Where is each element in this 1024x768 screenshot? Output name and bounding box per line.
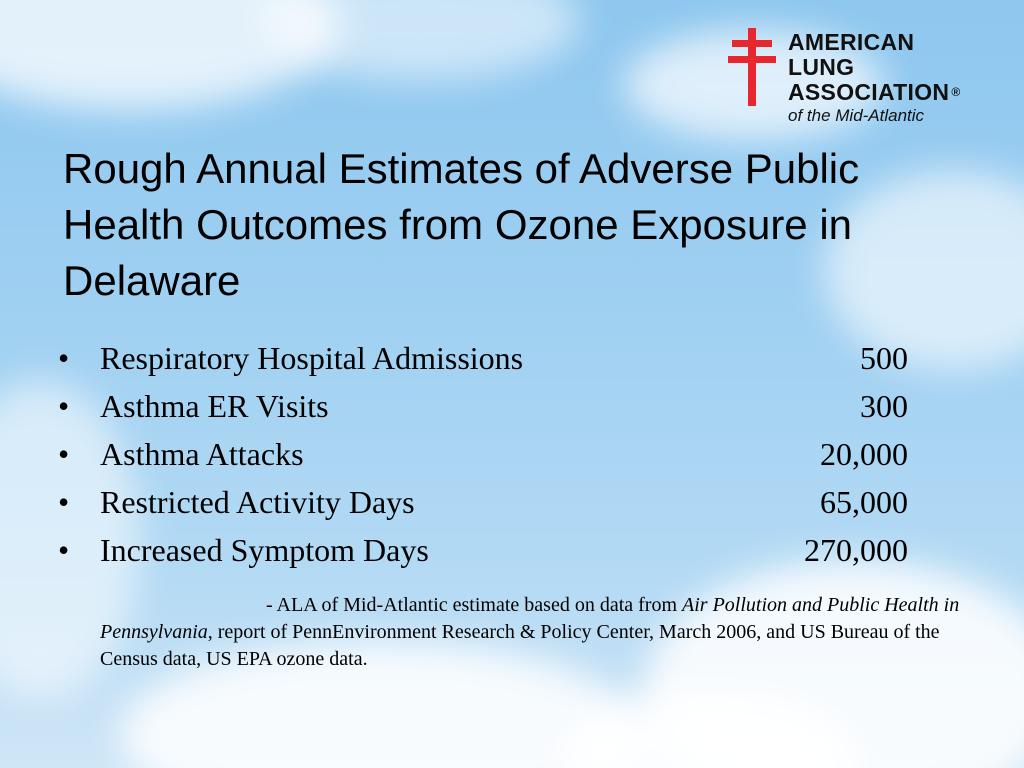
outcome-value: 65,000 bbox=[820, 484, 908, 520]
logo-line-2: LUNG bbox=[788, 54, 855, 80]
outcome-label: Increased Symptom Days bbox=[100, 532, 429, 568]
outcome-label: Restricted Activity Days bbox=[100, 484, 415, 520]
logo-line-1: AMERICAN bbox=[788, 29, 915, 55]
list-item bbox=[58, 388, 908, 436]
double-barred-cross-icon bbox=[728, 28, 776, 106]
outcome-value: 500 bbox=[860, 340, 908, 376]
outcome-value: 270,000 bbox=[804, 532, 908, 568]
list-item bbox=[58, 340, 908, 388]
outcome-label: Asthma Attacks bbox=[100, 436, 304, 472]
logo-association: ASSOCIATION bbox=[788, 79, 950, 105]
outcome-value: 300 bbox=[860, 388, 908, 424]
outcome-value: 20,000 bbox=[820, 436, 908, 472]
logo-wordmark bbox=[788, 30, 960, 127]
bullet-icon: • bbox=[58, 532, 70, 568]
outcome-list bbox=[58, 340, 908, 580]
outcome-label: Respiratory Hospital Admissions bbox=[100, 340, 524, 376]
slide-title: Rough Annual Estimates of Adverse Public Health Outcomes from Ozone Exposure in Delaware bbox=[63, 145, 860, 304]
footnote-text-2: , report of PennEnvironment Research & Policy Center, March 2006, and US Bureau of the Census data, US EPA ozone data. bbox=[100, 621, 940, 670]
outcome-label: Asthma ER Visits bbox=[100, 388, 329, 424]
bullet-icon: • bbox=[58, 340, 70, 376]
list-item bbox=[58, 436, 908, 484]
registered-mark: ® bbox=[951, 85, 961, 99]
ala-logo bbox=[728, 28, 1008, 128]
list-item bbox=[58, 484, 908, 532]
source-footnote bbox=[100, 592, 970, 673]
footnote-report-title: Air Pollution and Public Health in Pennsylvania bbox=[100, 594, 960, 643]
bullet-icon: • bbox=[58, 484, 70, 520]
footnote-text-1: - ALA of Mid-Atlantic estimate based on data from bbox=[266, 594, 683, 616]
logo-line-3 bbox=[788, 80, 960, 105]
logo-subtitle: of the Mid-Atlantic bbox=[788, 106, 925, 125]
bullet-icon: • bbox=[58, 436, 70, 472]
list-item bbox=[58, 532, 908, 580]
bullet-icon: • bbox=[58, 388, 70, 424]
